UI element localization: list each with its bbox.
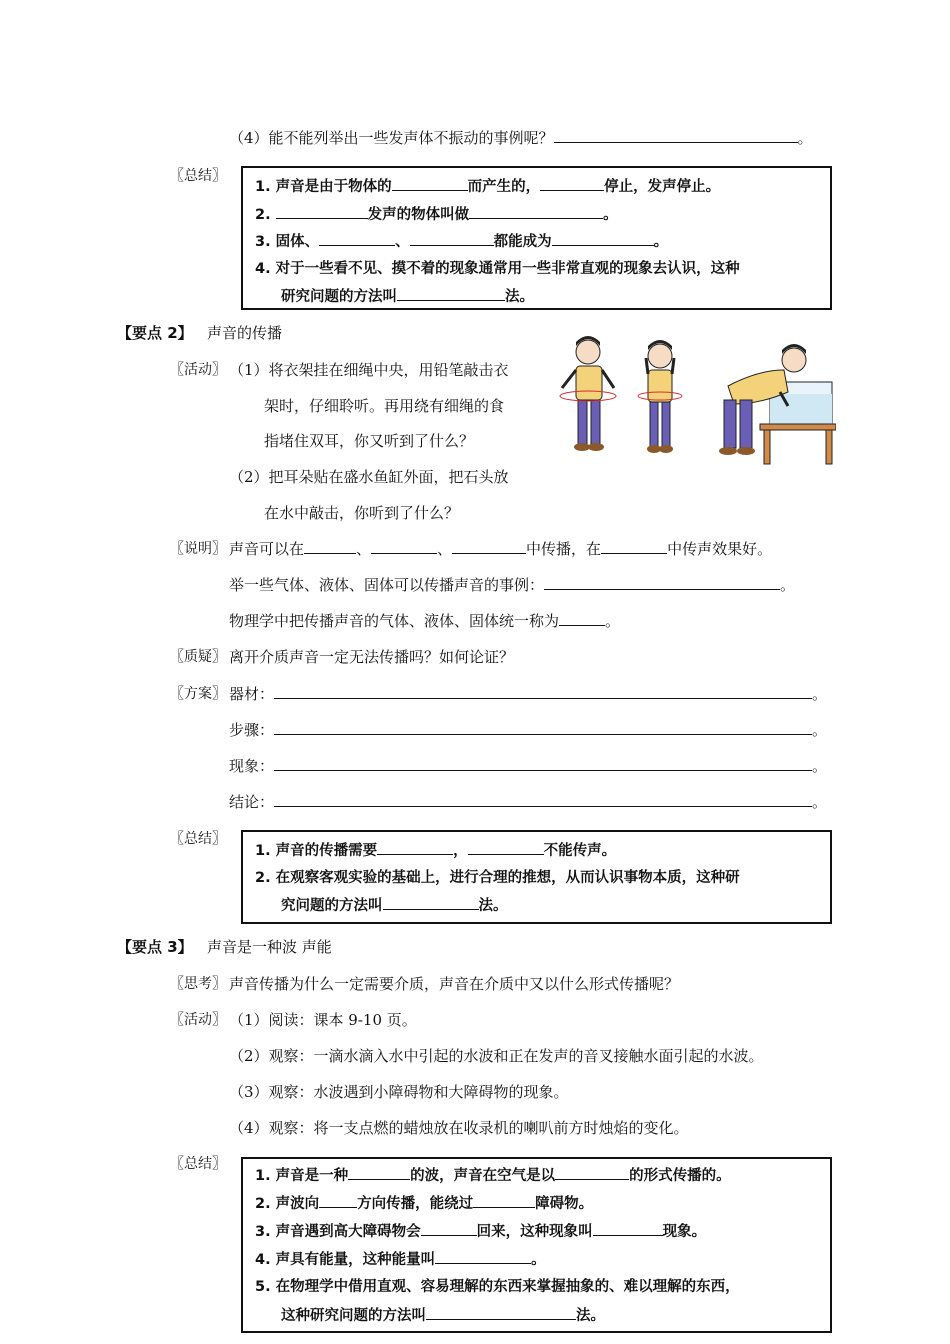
answer-blank[interactable] xyxy=(452,539,526,554)
answer-blank[interactable] xyxy=(392,176,468,191)
answer-blank[interactable] xyxy=(555,1165,629,1180)
boy-with-hanger-figure xyxy=(560,336,616,451)
activity-2-line-2: 架时，仔细聆听。再用绕有细绳的食 xyxy=(264,397,505,415)
summary-tag: 〖总结〗 xyxy=(170,1156,226,1172)
answer-blank[interactable] xyxy=(371,539,437,554)
summary-1-row-3: 3. 固体、 、 都能成为 。 xyxy=(255,231,668,252)
answer-blank[interactable] xyxy=(274,720,812,735)
summary-box-3 xyxy=(241,1157,832,1333)
summary-tag: 〖总结〗 xyxy=(170,831,226,847)
answer-blank[interactable] xyxy=(348,1165,410,1180)
answer-blank[interactable] xyxy=(426,1305,576,1320)
plan-steps: 步骤： 。 xyxy=(229,721,828,739)
explain-line-3: 物理学中把传播声音的气体、液体、固体统一称为 。 xyxy=(229,612,621,630)
answer-blank[interactable] xyxy=(274,756,812,771)
summary-2-row-3: 究问题的方法叫 法。 xyxy=(281,895,508,916)
summary-3-row-5: 5. 在物理学中借用直观、容易理解的东西来掌握抽象的、难以理解的东西， xyxy=(255,1279,740,1295)
answer-blank[interactable] xyxy=(559,611,605,626)
summary-1-row-2: 2. 发声的物体叫做 。 xyxy=(255,204,618,225)
activity-2-line-5: 在水中敲击，你听到了什么？ xyxy=(264,504,460,522)
section-heading-3: 【要点 3】 声音是一种波 声能 xyxy=(117,938,332,956)
answer-blank[interactable] xyxy=(319,231,395,246)
answer-blank[interactable] xyxy=(601,539,667,554)
activity-2-line-3: 指堵住双耳，你又听到了什么？ xyxy=(264,432,475,450)
answer-blank[interactable] xyxy=(319,1193,357,1208)
section-heading-2: 【要点 2】 声音的传播 xyxy=(117,324,282,342)
plan-conclusion: 结论： 。 xyxy=(229,793,828,811)
activity-tag: 〖活动〗 xyxy=(170,1012,226,1028)
answer-blank[interactable] xyxy=(544,575,780,590)
summary-box-1 xyxy=(241,166,832,310)
summary-3-row-2: 2. 声波向 方向传播，能绕过 障碍物。 xyxy=(255,1193,593,1214)
explain-line-2: 举一些气体、液体、固体可以传播声音的事例： 。 xyxy=(229,576,796,594)
answer-blank[interactable] xyxy=(421,1221,477,1236)
answer-blank[interactable] xyxy=(383,895,479,910)
summary-1-row-5: 研究问题的方法叫 法。 xyxy=(281,286,534,307)
answer-blank[interactable] xyxy=(473,1193,535,1208)
question-tag: 〖质疑〗 xyxy=(170,649,226,665)
answer-blank[interactable] xyxy=(468,840,544,855)
summary-box-2 xyxy=(241,830,832,924)
answer-blank[interactable] xyxy=(469,204,603,219)
summary-3-row-3: 3. 声音遇到高大障碍物会 回来，这种现象叫 现象。 xyxy=(255,1221,706,1242)
activity-3-line-3: （3）观察：水波遇到小障碍物和大障碍物的现象。 xyxy=(229,1083,569,1101)
answer-blank[interactable] xyxy=(377,840,453,855)
activity-3-line-1: （1）阅读：课本 9-10 页。 xyxy=(229,1011,417,1029)
answer-blank[interactable] xyxy=(410,231,494,246)
summary-1-row-1: 1. 声音是由于物体的 而产生的， 停止，发声停止。 xyxy=(255,176,720,197)
explain-line-1: 声音可以在 、 、 中传播，在 中传声效果好。 xyxy=(229,540,773,558)
boy-at-fish-tank-figure xyxy=(719,344,836,464)
summary-3-row-6: 这种研究问题的方法叫 法。 xyxy=(281,1305,605,1326)
activity-3-line-2: （2）观察：一滴水滴入水中引起的水波和正在发声的音叉接触水面引起的水波。 xyxy=(229,1047,764,1065)
summary-2-row-2: 2. 在观察客观实验的基础上，进行合理的推想，从而认识事物本质，这种研 xyxy=(255,870,740,886)
answer-blank[interactable] xyxy=(274,684,812,699)
activity-3-line-4: （4）观察：将一支点燃的蜡烛放在收录机的喇叭前方时烛焰的变化。 xyxy=(229,1119,689,1137)
listening-experiment-illustration xyxy=(548,330,836,465)
activity-2-line-1: （1）将衣架挂在细绳中央，用铅笔敲击衣 xyxy=(229,361,509,379)
answer-blank[interactable] xyxy=(274,792,812,807)
question-4: （4）能不能列举出一些发声体不振动的事例呢？ 。 xyxy=(229,129,813,147)
question-text: 离开介质声音一定无法传播吗？如何论证？ xyxy=(229,648,515,666)
plan-tag: 〖方案〗 xyxy=(170,686,226,702)
answer-blank[interactable] xyxy=(540,176,604,191)
plan-phenomenon: 现象： 。 xyxy=(229,757,828,775)
summary-2-row-1: 1. 声音的传播需要 ， 不能传声。 xyxy=(255,840,616,861)
answer-blank[interactable] xyxy=(554,128,798,143)
answer-blank[interactable] xyxy=(593,1221,663,1236)
answer-blank[interactable] xyxy=(304,539,356,554)
answer-blank[interactable] xyxy=(435,1249,531,1264)
summary-tag: 〖总结〗 xyxy=(170,168,226,184)
explain-tag: 〖说明〗 xyxy=(170,541,226,557)
think-text: 声音传播为什么一定需要介质，声音在介质中又以什么形式传播呢？ xyxy=(229,975,680,993)
boy-covering-ears-figure xyxy=(638,340,682,453)
summary-3-row-4: 4. 声具有能量，这种能量叫 。 xyxy=(255,1249,546,1270)
activity-2-line-4: （2）把耳朵贴在盛水鱼缸外面，把石头放 xyxy=(229,468,509,486)
activity-tag: 〖活动〗 xyxy=(170,362,226,378)
answer-blank[interactable] xyxy=(276,204,368,219)
answer-blank[interactable] xyxy=(397,286,505,301)
summary-3-row-1: 1. 声音是一种 的波，声音在空气是以 的形式传播的。 xyxy=(255,1165,731,1186)
summary-1-row-4: 4. 对于一些看不见、摸不着的现象通常用一些非常直观的现象去认识，这种 xyxy=(255,261,740,277)
think-tag: 〖思考〗 xyxy=(170,976,226,992)
answer-blank[interactable] xyxy=(552,231,654,246)
plan-equipment: 器材： 。 xyxy=(229,685,828,703)
